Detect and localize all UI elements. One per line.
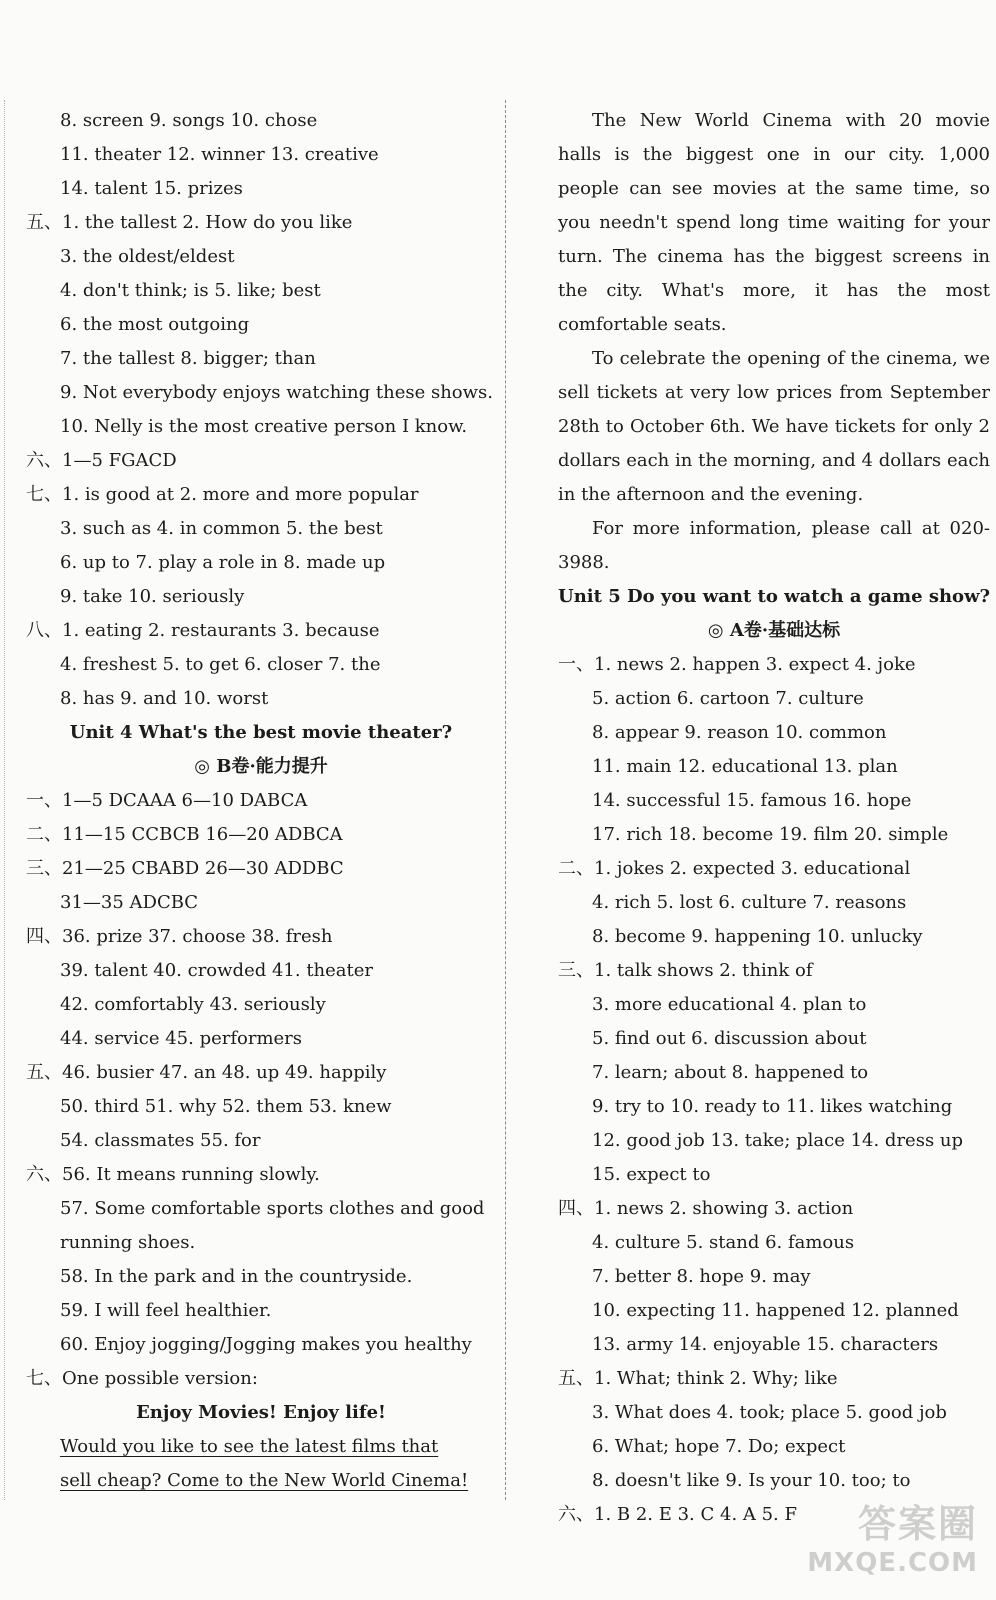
answer-line: 四、1. news 2. showing 3. action [558,1198,854,1219]
answer-line: 60. Enjoy jogging/Jogging makes you healthy [60,1334,472,1355]
answer-line: 二、11—15 CCBCB 16—20 ADBCA [26,824,343,845]
section-heading: Unit 4 What's the best movie theater? [69,722,453,743]
answer-line: Would you like to see the latest films that [60,1436,439,1457]
answer-line: 8. appear 9. reason 10. common [592,722,887,743]
answer-line: 10. Nelly is the most creative person I know. [60,416,468,437]
answer-line: 五、1. the tallest 2. How do you like [26,212,353,233]
answer-line: 3. such as 4. in common 5. the best [60,518,383,539]
unit5-answers [558,580,990,1532]
answer-line: 4. freshest 5. to get 6. closer 7. the [60,654,381,675]
watermark-logo [807,1493,978,1578]
answer-line: 6. up to 7. play a role in 8. made up [60,552,386,573]
answer-line: 50. third 51. why 52. them 53. knew [60,1096,392,1117]
answer-line: 四、36. prize 37. choose 38. fresh [26,926,333,947]
answer-line: 六、1—5 FGACD [26,450,177,471]
answer-line: 七、One possible version: [26,1368,258,1389]
answer-line: 一、1—5 DCAAA 6—10 DABCA [26,790,308,811]
answer-line: 8. has 9. and 10. worst [60,688,269,709]
answer-line: 七、1. is good at 2. more and more popular [26,484,419,505]
answer-line: 一、1. news 2. happen 3. expect 4. joke [558,654,916,675]
answer-line: 4. culture 5. stand 6. famous [592,1232,855,1253]
answer-line: 五、1. What; think 2. Why; like [558,1368,838,1389]
answer-line: 12. good job 13. take; place 14. dress up [592,1130,964,1151]
answer-line: 8. become 9. happening 10. unlucky [592,926,923,947]
answer-line: 6. the most outgoing [60,314,250,335]
answer-line: 9. try to 10. ready to 11. likes watching [592,1096,953,1117]
left-column [26,104,496,1498]
answer-line: 58. In the park and in the countryside. [60,1266,413,1287]
answer-line: 3. more educational 4. plan to [592,994,867,1015]
essay-paragraph: For more information, please call at 020-3988. [558,518,990,573]
answer-line: 7. learn; about 8. happened to [592,1062,869,1083]
answer-line: 9. take 10. seriously [60,586,245,607]
essay-paragraphs [558,104,990,580]
answer-line: 4. don't think; is 5. like; best [60,280,321,301]
answer-line: 54. classmates 55. for [60,1130,261,1151]
answer-line: 六、56. It means running slowly. [26,1164,320,1185]
answer-line: 14. successful 15. famous 16. hope [592,790,912,811]
answer-line: 二、1. jokes 2. expected 3. educational [558,858,911,879]
section-heading: ◎ A卷·基础达标 [707,620,841,641]
answer-line: 5. find out 6. discussion about [592,1028,867,1049]
answer-line: 44. service 45. performers [60,1028,303,1049]
answer-line: 三、21—25 CBABD 26—30 ADDBC [26,858,344,879]
answer-line: 10. expecting 11. happened 12. planned [592,1300,959,1321]
answer-line: 五、46. busier 47. an 48. up 49. happily [26,1062,387,1083]
answer-line: 3. What does 4. took; place 5. good job [592,1402,947,1423]
answer-line: 3. the oldest/eldest [60,246,235,267]
answer-line: 13. army 14. enjoyable 15. characters [592,1334,939,1355]
answer-line: 9. Not everybody enjoys watching these shows. [60,382,494,403]
answer-line: 39. talent 40. crowded 41. theater [60,960,374,981]
answer-line: 59. I will feel healthier. [60,1300,272,1321]
answer-line: 8. doesn't like 9. Is your 10. too; to [592,1470,911,1491]
answer-line: 6. What; hope 7. Do; expect [592,1436,846,1457]
answer-line: 7. better 8. hope 9. may [592,1266,811,1287]
answer-line: 31—35 ADCBC [60,892,199,913]
answer-line: 42. comfortably 43. seriously [60,994,326,1015]
answer-line: running shoes. [60,1232,196,1253]
answer-line: 六、1. B 2. E 3. C 4. A 5. F [558,1504,797,1525]
answer-line: 15. expect to [592,1164,711,1185]
answer-line: 5. action 6. cartoon 7. culture [592,688,864,709]
right-column [558,104,990,1532]
answer-line: 4. rich 5. lost 6. culture 7. reasons [592,892,907,913]
section-heading: ◎ B卷·能力提升 [194,756,328,777]
answer-line: 57. Some comfortable sports clothes and good [60,1198,485,1219]
essay-paragraph: The New World Cinema with 20 movie halls is the biggest one in our city. 1,000 people can see movies at the same time, so you needn't spend long time waiting for your turn. The cinema has the biggest screens in the city. What's more, it has the most comfortable seats. [558,110,990,335]
answer-line: 14. talent 15. prizes [60,178,243,199]
answer-line: sell cheap? Come to the New World Cinema! [60,1470,469,1491]
answer-line: 8. screen 9. songs 10. chose [60,110,318,131]
essay-paragraph: To celebrate the opening of the cinema, we sell tickets at very low prices from September 28th to October 6th. We have tickets for only 2 dollars each in the morning, and 4 dollars each in the afternoon and the evening. [558,348,990,505]
answer-line: 17. rich 18. become 19. film 20. simple [592,824,949,845]
answer-line: 11. theater 12. winner 13. creative [60,144,379,165]
watermark-line2: MXQE.COM [807,1548,978,1578]
answer-line: 三、1. talk shows 2. think of [558,960,813,981]
section-heading: Enjoy Movies! Enjoy life! [136,1402,386,1423]
section-heading: Unit 5 Do you want to watch a game show? [558,586,991,607]
answer-line: 11. main 12. educational 13. plan [592,756,898,777]
margin-rule [4,100,5,1500]
column-divider [505,100,506,1500]
answer-line: 八、1. eating 2. restaurants 3. because [26,620,380,641]
answer-line: 7. the tallest 8. bigger; than [60,348,316,369]
watermark-line1: 答案圈 [857,1502,978,1546]
